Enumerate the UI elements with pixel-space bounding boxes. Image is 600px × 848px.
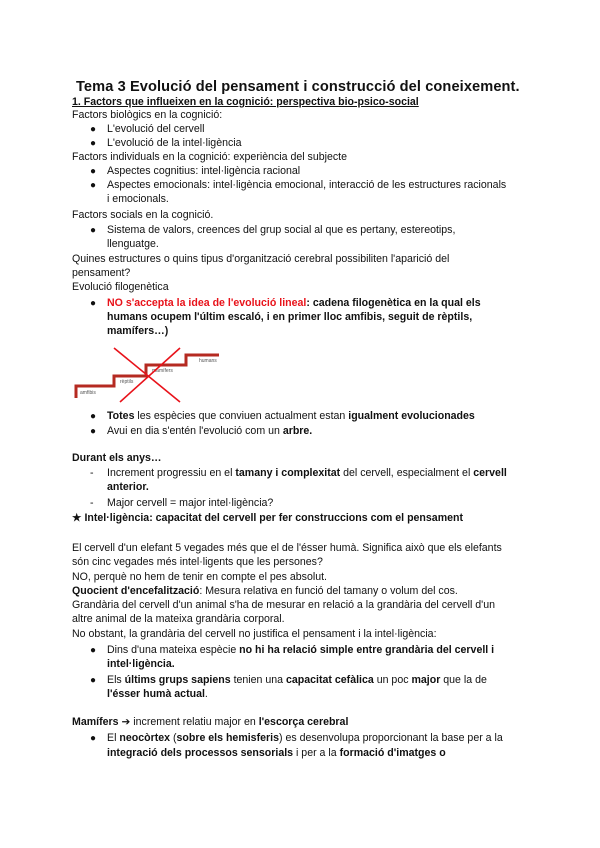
bold-text: Totes (107, 410, 135, 422)
list-item (107, 297, 481, 310)
list-item (107, 644, 494, 657)
plain-text: que la de (440, 674, 487, 686)
bold-text: arbre. (282, 425, 313, 437)
list-item-cont: i emocionals. (107, 193, 169, 205)
plain-text: un poc (373, 674, 412, 686)
bold-text: cervell (473, 467, 507, 479)
bullet-dot: ● (90, 138, 97, 149)
plain-text: Avui en dia s'entén l'evolució com un (107, 425, 283, 437)
bullet-dot: ● (90, 645, 97, 656)
plain-text: i per a la (293, 747, 340, 759)
plain-text: ➔ increment relatiu major en (118, 716, 259, 728)
document-title: Tema 3 Evolució del pensament i construcció del coneixement. (76, 79, 520, 95)
list-item-cont: llenguatge. (107, 238, 159, 250)
bullet-dot: ● (90, 180, 97, 191)
paragraph-line: No obstant, la grandària del cervell no justifica el pensament i la intel·ligència: (72, 628, 437, 640)
list-item-cont: humans ocupem l'últim escaló, i en primer lloc amfibis, seguit de rèptils, (107, 311, 473, 323)
paragraph-line: NO, perquè no hem de tenir en compte el pes absolut. (72, 571, 327, 583)
plain-text: ) es desenvolupa proporcionant la base per a la (278, 732, 503, 744)
bold-text: igualment evolucionades (348, 410, 475, 422)
bold-text: neocòrtex (119, 732, 171, 744)
bullet-dot: ● (90, 225, 97, 236)
list-item (107, 732, 503, 745)
step-label-humans: humans (199, 358, 217, 364)
step-label-reptils: rèptils (120, 379, 134, 385)
bold-text: capacitat cefàlica (286, 674, 374, 686)
list-item: L'evolució de la intel·ligència (107, 137, 242, 149)
evo-label: Evolució filogenètica (72, 281, 169, 293)
list-item: Sistema de valors, creences del grup social al que es pertany, estereotips, (107, 224, 456, 236)
bold-text: sobre els hemisferis (176, 732, 279, 744)
linear-evolution-diagram (74, 346, 244, 404)
dash-marker: - (90, 497, 94, 509)
indiv-label: Factors individuals en la cognició: experiència del subjecte (72, 151, 348, 163)
plain-text: . (204, 688, 208, 700)
list-item (107, 674, 487, 687)
paragraph-line: El cervell d'un elefant 5 vegades més que el de l'ésser humà. Significa això que els elefants (72, 542, 502, 554)
paragraph-line: són cinc vegades més intel·ligents que les persones? (72, 556, 323, 568)
list-item (107, 410, 475, 423)
question-text: Quines estructures o quins tipus d'organització cerebral possibiliten l'aparició del (72, 253, 450, 265)
bullet-dot: ● (90, 411, 97, 422)
plain-text: tenien una (230, 674, 287, 686)
bold-text: Quocient d'encefalització (72, 585, 200, 597)
list-item-cont: anterior. (107, 481, 149, 493)
list-item-cont (107, 688, 208, 701)
list-item-cont (107, 747, 446, 760)
list-item (107, 425, 312, 438)
list-item-cont: intel·ligència. (107, 658, 175, 670)
plain-text: : Mesura relativa en funció del tamany o volum del cos. (199, 585, 458, 597)
bullet-dot: ● (90, 166, 97, 177)
step-label-amfibis: amfibis (80, 390, 96, 396)
question-text-cont: pensament? (72, 267, 131, 279)
plain-text: les espècies que conviuen actualment estan (134, 410, 349, 422)
star-definition: ★ Intel·ligència: capacitat del cervell per fer construccions com el pensament (72, 512, 464, 524)
bold-text: l'ésser humà actual (107, 688, 205, 700)
bold-text: major (411, 674, 441, 686)
plain-text: Increment progressiu en el (107, 467, 236, 479)
dash-marker: - (90, 467, 94, 479)
bold-text: Mamífers (72, 716, 119, 728)
bold-text: tamany i complexitat (235, 467, 341, 479)
bullet-dot: ● (90, 124, 97, 135)
bullet-dot: ● (90, 733, 97, 744)
plain-text: del cervell, especialment el (340, 467, 474, 479)
plain-text: El (107, 732, 120, 744)
bold-text: no hi ha relació simple entre grandària del cervell i (239, 644, 495, 656)
bold-text: integració dels processos sensorials (107, 747, 294, 759)
paragraph-line (72, 585, 458, 598)
bullet-dot: ● (90, 675, 97, 686)
paragraph-line: altre animal de la mateixa grandària corporal. (72, 613, 285, 625)
social-label: Factors socials en la cognició. (72, 209, 214, 221)
bullet-dot: ● (90, 298, 97, 309)
section-heading: 1. Factors que influeixen en la cognició: perspectiva bio-psico-social (72, 96, 419, 108)
bold-text: formació d'imatges o (339, 747, 446, 759)
list-item (107, 467, 507, 480)
red-emphasis: NO s'accepta la idea de l'evolució lineal (107, 297, 307, 309)
list-item: Aspectes cognitius: intel·ligència racional (107, 165, 301, 177)
step-label-mamifers: mamífers (152, 368, 173, 374)
bullet-dot: ● (90, 426, 97, 437)
paragraph-line (72, 716, 348, 729)
plain-text: ( (170, 732, 177, 744)
bold-text: últims grups sapiens (124, 674, 231, 686)
list-item: L'evolució del cervell (107, 123, 205, 135)
list-item: Aspectes emocionals: intel·ligència emocional, interacció de les estructures racionals (107, 179, 507, 191)
bold-text: : cadena filogenètica en la qual els (306, 297, 481, 309)
paragraph-line: Grandària del cervell d'un animal s'ha de mesurar en relació a la grandària del cervell d'un (72, 599, 495, 611)
plain-text: Dins d'una mateixa espècie (107, 644, 240, 656)
list-item-cont: mamífers…) (107, 325, 169, 337)
bold-text: l'escorça cerebral (258, 716, 349, 728)
bio-label: Factors biològics en la cognició: (72, 109, 223, 121)
list-item: Major cervell = major intel·ligència? (107, 497, 274, 509)
durant-heading: Durant els anys… (72, 452, 162, 464)
plain-text: Els (107, 674, 125, 686)
